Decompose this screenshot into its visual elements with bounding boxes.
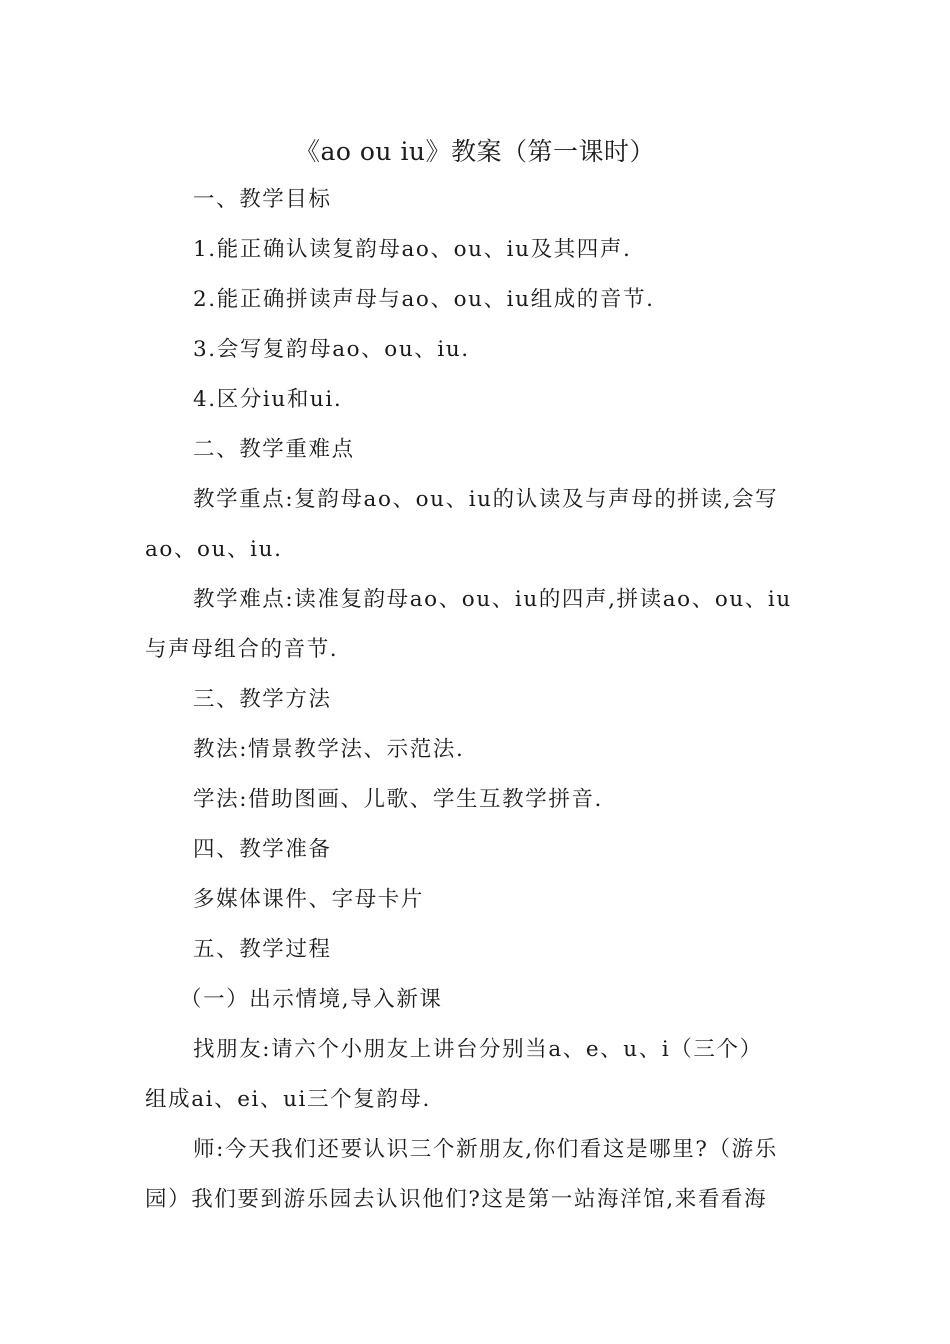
difficult-point-paragraph-cont: 与声母组合的音节. xyxy=(145,637,339,662)
key-point-paragraph-cont: ao、ou、iu. xyxy=(145,537,283,562)
goal-item-1: 1.能正确认读复韵母ao、ou、iu及其四声. xyxy=(193,237,632,262)
find-friends-paragraph: 找朋友:请六个小朋友上讲台分别当a、e、u、i（三个） xyxy=(193,1037,763,1062)
goal-item-4: 4.区分iu和ui. xyxy=(193,387,343,412)
section-heading-preparation: 四、教学准备 xyxy=(193,837,332,862)
process-step-heading: （一）出示情境,导入新课 xyxy=(180,987,443,1012)
teaching-method-line: 教法:情景教学法、示范法. xyxy=(193,737,465,762)
section-heading-process: 五、教学过程 xyxy=(193,937,332,962)
preparation-line: 多媒体课件、字母卡片 xyxy=(193,887,425,912)
goal-item-3: 3.会写复韵母ao、ou、iu. xyxy=(193,337,470,362)
section-heading-key-points: 二、教学重难点 xyxy=(193,437,355,462)
teacher-paragraph: 师:今天我们还要认识三个新朋友,你们看这是哪里?（游乐 xyxy=(193,1137,778,1162)
document-title: 《ao ou iu》教案（第一课时） xyxy=(294,137,656,166)
teacher-paragraph-cont: 园）我们要到游乐园去认识他们?这是第一站海洋馆,来看看海 xyxy=(145,1187,768,1212)
key-point-paragraph: 教学重点:复韵母ao、ou、iu的认读及与声母的拼读,会写 xyxy=(193,487,779,512)
learning-method-line: 学法:借助图画、儿歌、学生互教学拼音. xyxy=(193,787,603,812)
difficult-point-paragraph: 教学难点:读准复韵母ao、ou、iu的四声,拼读ao、ou、iu xyxy=(193,587,792,612)
section-heading-methods: 三、教学方法 xyxy=(193,687,332,712)
goal-item-2: 2.能正确拼读声母与ao、ou、iu组成的音节. xyxy=(193,287,655,312)
section-heading-goals: 一、教学目标 xyxy=(193,187,332,212)
find-friends-paragraph-cont: 组成ai、ei、ui三个复韵母. xyxy=(145,1087,431,1112)
